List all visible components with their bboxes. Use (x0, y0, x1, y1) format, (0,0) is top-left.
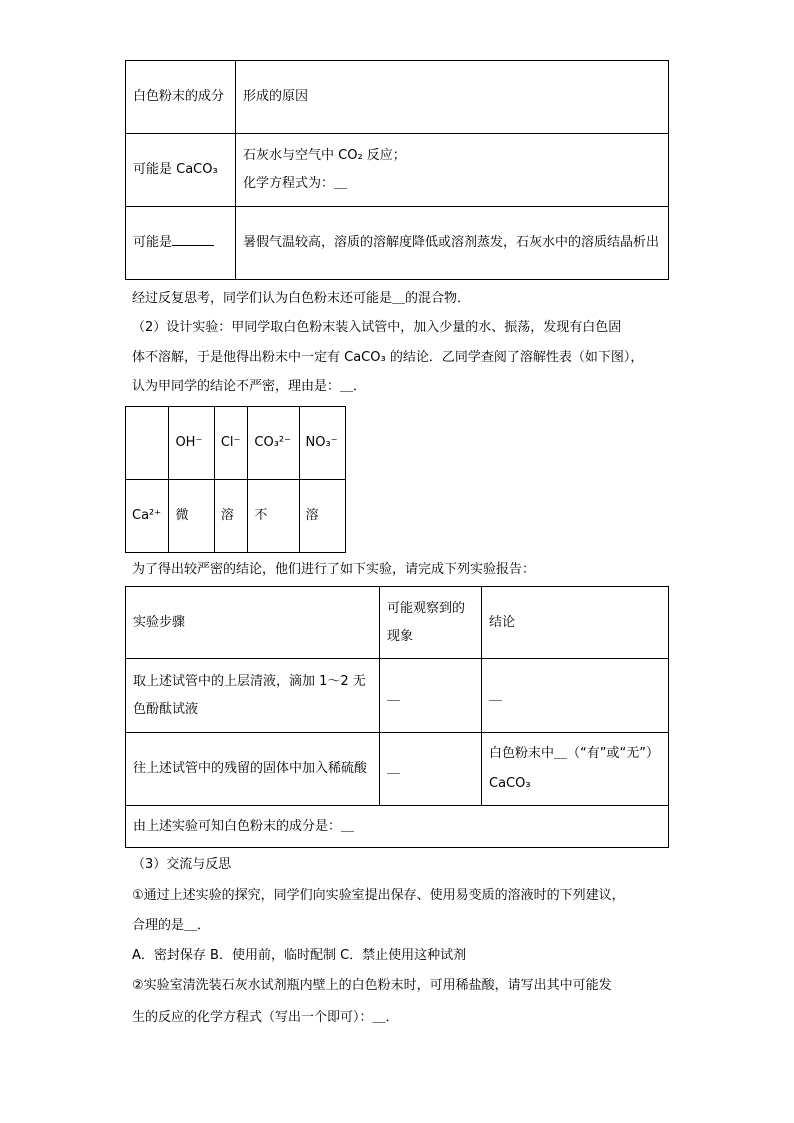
row2-conclusion-line2: CaCO₃ (489, 776, 531, 791)
cation-ca: Ca²⁺ (126, 480, 169, 553)
para-design-1: （2）设计实验：甲同学取白色粉末装入试管中，加入少量的水、振荡，发现有白色固 (132, 320, 622, 335)
answer-blank[interactable] (172, 231, 214, 246)
sol-ca-co3: 不 (248, 480, 299, 553)
anion-cl: Cl⁻ (214, 407, 248, 480)
solubility-table (125, 406, 346, 553)
para-options: A．密封保存 B．使用前，临时配制 C．禁止使用这种试剂 (132, 948, 467, 963)
para-intro-report: 为了得出较严密的结论，他们进行了如下实验，请完成下列实验报告： (132, 562, 536, 577)
cause-line1: 石灰水与空气中 CO₂ 反应； (243, 148, 406, 163)
row1-conclusion[interactable]: ＿ (482, 659, 669, 733)
cell-other-cause: 暑假气温较高，溶质的溶解度降低或溶剂蒸发，石灰水中的溶质结晶析出 (236, 207, 669, 280)
row1-observe[interactable]: ＿ (380, 659, 482, 733)
para-section3: （3）交流与反思 (132, 857, 232, 872)
para-design-3: 认为甲同学的结论不严密，理由是：＿． (132, 379, 367, 394)
row2-observe[interactable]: ＿ (380, 733, 482, 806)
row2-step: 往上述试管中的残留的固体中加入稀硫酸 (126, 733, 380, 806)
header-composition: 白色粉末的成分 (126, 61, 236, 134)
header-observe: 可能观察到的现象 (380, 587, 482, 659)
para-reflect: 经过反复思考，同学们认为白色粉末还可能是＿的混合物． (132, 291, 471, 306)
header-step: 实验步骤 (126, 587, 380, 659)
row1-step: 取上述试管中的上层清液，滴加 1～2 无色酚酞试液 (126, 659, 380, 733)
row2-conclusion-line1: 白色粉末中＿（“有”或“无”） (489, 746, 659, 761)
corner-cell (126, 407, 169, 480)
para-q2-line2: 生的反应的化学方程式（写出一个即可）：＿． (132, 1010, 399, 1025)
cell-caco3-cause (236, 134, 669, 207)
anion-oh: OH⁻ (169, 407, 214, 480)
anion-co3: CO₃²⁻ (248, 407, 299, 480)
experiment-report-table (125, 586, 669, 848)
sol-ca-cl: 溶 (214, 480, 248, 553)
para-design-2: 体不溶解，于是他得出粉末中一定有 CaCO₃ 的结论．乙同学查阅了溶解性表（如下图）， (132, 350, 644, 365)
para-q1-line2: 合理的是＿． (132, 918, 211, 933)
para-q2-line1: ②实验室清洗装石灰水试剂瓶内壁上的白色粉末时，可用稀盐酸，请写出其中可能发 (132, 978, 612, 993)
cell-other: 可能是 (126, 207, 236, 280)
powder-composition-table (125, 60, 669, 280)
header-cause: 形成的原因 (236, 61, 669, 134)
sol-ca-no3: 溶 (299, 480, 345, 553)
para-q1-line1: ①通过上述实验的探究，同学们向实验室提出保存、使用易变质的溶液时的下列建议， (132, 888, 625, 903)
summary-row: 由上述实验可知白色粉末的成分是：＿ (126, 806, 669, 848)
sol-ca-oh: 微 (169, 480, 214, 553)
header-conclusion: 结论 (482, 587, 669, 659)
cell-caco3: 可能是 CaCO₃ (126, 134, 236, 207)
row2-conclusion[interactable] (482, 733, 669, 806)
cause-line2: 化学方程式为：＿ (243, 176, 348, 191)
anion-no3: NO₃⁻ (299, 407, 345, 480)
